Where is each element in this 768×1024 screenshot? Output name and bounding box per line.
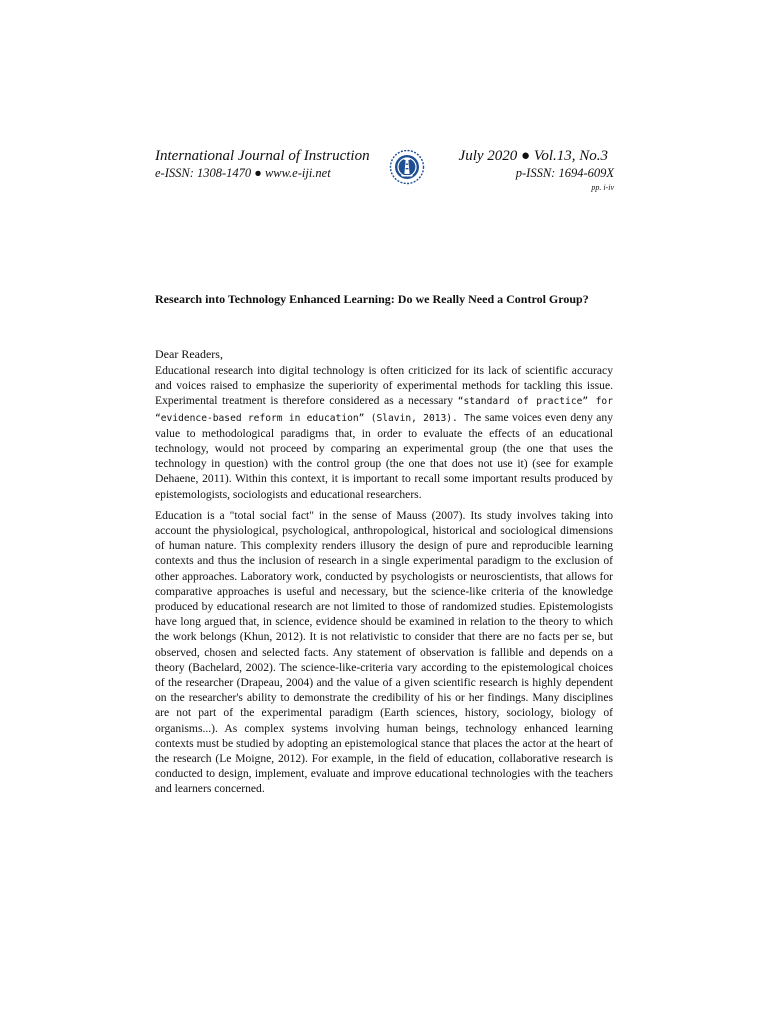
paragraph-1	[155, 363, 613, 502]
lighthouse-seal-icon	[389, 149, 425, 185]
paragraph-1-part-c: same voices even deny any value to methodological paradigms that, in order to evaluate the effects of an educational technology, would not proceed by comparing an experimental group (the one that uses the technology in question) with the control group (the one that does not use it) (see for example Dehaene, 2011). Within this context, it is important to recall some important results produced by epistemologists, sociologists and educational researchers.	[155, 410, 614, 501]
article-title: Research into Technology Enhanced Learning: Do we Really Need a Control Group?	[155, 292, 589, 306]
pissn: p-ISSN: 1694-609X	[515, 166, 614, 180]
issue-info: July 2020 ● Vol.13, No.3	[458, 148, 608, 164]
page-range: pp. i-iv	[591, 183, 614, 192]
journal-header	[155, 148, 614, 208]
article-body	[155, 363, 613, 803]
eissn-website: e-ISSN: 1308-1470 ● www.e-iji.net	[155, 166, 331, 180]
quoted-citation: “standard of practice” for “evidence-based reform in education” (Slavin, 2013). The	[155, 396, 613, 424]
salutation: Dear Readers,	[155, 347, 223, 361]
paragraph-1-part-a: Educational research into digital technology is often criticized for its lack of scientific accuracy and voices raised to emphasize the superiority of experimental methods for tackling this issue. Experimental treatment is therefore considered as a necessary	[155, 364, 613, 408]
journal-name: International Journal of Instruction	[155, 148, 370, 164]
paragraph-2: Education is a "total social fact" in the sense of Mauss (2007). Its study involves taking into account the physiological, psychological, anthropological, historical and sociological dimensions of human nature. This complexity renders illusory the design of pure and reproducible learning contexts and thus the inclusion of research in a single experimental paradigm to the exclusion of other approaches. Laboratory work, conducted by psychologists or neuroscientists, that allows for comparative approaches is useful and necessary, but the science-like criteria of the knowledge produced by educational research are not limited to those of randomized studies. Epistemologists have long argued that, in science, evidence should be examined in relation to the theory to which the work belongs (Khun, 2012). It is not relativistic to consider that there are no facts per se, but observed, chosen and selected facts. Any statement of observation is fallible and depends on a theory (Bachelard, 2002). The science-like-criteria vary according to the epistemological choices of the researcher (Drapeau, 2004) and the value of a given scientific research is highly dependent on the researcher's ability to demonstrate the credibility of his or her findings. Many disciplines are not part of the experimental paradigm (Earth sciences, history, sociology, biology of organisms...). As complex systems involving human beings, technology enhanced learning contexts must be studied by adopting an epistemological stance that places the actor at the heart of the research (Le Moigne, 2012). For example, in the field of education, collaborative research is conducted to design, implement, evaluate and improve educational technologies with the teachers and learners concerned.	[155, 508, 613, 796]
